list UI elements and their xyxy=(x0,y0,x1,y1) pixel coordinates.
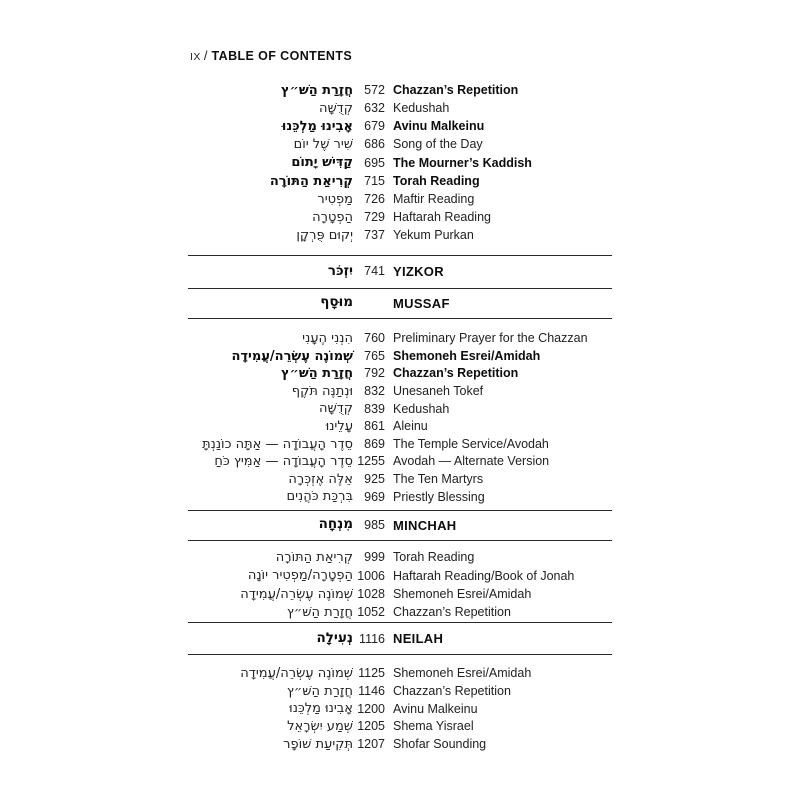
english-title: Chazzan’s Repetition xyxy=(393,605,511,620)
hebrew-title: חֲזָרַת הַשּׁ״ץ xyxy=(281,82,353,98)
page-header xyxy=(190,47,352,65)
english-title: Shemoneh Esrei/Amidah xyxy=(393,348,541,363)
english-title: Chazzan’s Repetition xyxy=(393,683,511,698)
hebrew-title: שְׁמוֹנֶה עֶשְׂרֵה/עֲמִידָה xyxy=(240,665,353,681)
toc-row xyxy=(188,400,612,418)
page-number-label: IX xyxy=(190,51,201,63)
toc-row xyxy=(188,190,612,208)
hebrew-title: אָבִינוּ מַלְכֵּנוּ xyxy=(289,701,353,717)
toc-row xyxy=(188,227,612,245)
hebrew-title: חֲזָרַת הַשּׁ״ץ xyxy=(286,604,353,620)
hebrew-title: אָבִינוּ מַלְכֵּנוּ xyxy=(281,118,353,134)
english-title: Shemoneh Esrei/Amidah xyxy=(393,666,532,681)
page-number: 715 xyxy=(364,173,385,188)
page-number: 1052 xyxy=(357,605,385,620)
toc-row xyxy=(188,682,612,700)
hebrew-title: סֵדֶר הָעֲבוֹדָה — אַתָּה כוֹנַנְתָּ xyxy=(202,436,353,452)
toc-row xyxy=(188,136,612,154)
page-number: 686 xyxy=(364,137,385,152)
english-title: The Temple Service/Avodah xyxy=(393,436,549,451)
english-title: Torah Reading xyxy=(393,173,480,188)
english-title: NEILAH xyxy=(393,631,444,647)
hebrew-title: קְרִיאַת הַתּוֹרָה xyxy=(269,173,353,189)
toc-row xyxy=(188,154,612,172)
page-number: 679 xyxy=(364,119,385,134)
page-number: 1116 xyxy=(359,631,385,646)
toc-section-row xyxy=(188,511,612,540)
page-number: 832 xyxy=(364,384,385,399)
page-number: 632 xyxy=(364,101,385,116)
toc-section-row xyxy=(188,289,612,318)
english-title: Haftarah Reading xyxy=(393,210,491,225)
english-title: The Ten Martyrs xyxy=(393,471,484,486)
hebrew-title: יִזְכֹּר xyxy=(327,262,353,279)
hebrew-title: שִׁיר שֶׁל יוֹם xyxy=(293,137,353,153)
page-number: 1146 xyxy=(358,683,385,698)
page-number: 741 xyxy=(364,264,385,279)
page-number: 726 xyxy=(364,191,385,206)
page-number: 729 xyxy=(364,210,385,225)
toc-row xyxy=(188,99,612,117)
english-title: Kedushah xyxy=(393,101,450,116)
hebrew-title: קַדִּישׁ יָתוֹם xyxy=(291,155,353,171)
toc-section-row xyxy=(188,256,612,288)
hebrew-title: עָלֵינוּ xyxy=(325,418,353,434)
page-number: 839 xyxy=(364,401,385,416)
toc-row xyxy=(188,603,612,621)
hebrew-title: יְקוּם פֻּרְקָן xyxy=(296,228,353,244)
page-number: 1006 xyxy=(357,568,385,583)
english-title: Song of the Day xyxy=(393,137,483,152)
toc-row xyxy=(188,453,612,471)
hebrew-title: קְדֻשָּׁה xyxy=(318,401,353,417)
toc-section-row xyxy=(188,623,612,654)
hebrew-title: מוּסָף xyxy=(320,294,353,311)
page-number: 1200 xyxy=(357,701,385,716)
table-of-contents xyxy=(188,81,612,753)
hebrew-title: שְׁמוֹנֶה עֶשְׂרֵה/עֲמִידָה xyxy=(231,348,353,364)
toc-row xyxy=(188,208,612,226)
toc-row xyxy=(188,172,612,190)
page-number: 760 xyxy=(364,331,385,346)
page-number: 925 xyxy=(364,471,385,486)
toc-row xyxy=(188,81,612,99)
hebrew-title: וּנְתַנֶּה תֹּקֶף xyxy=(291,383,353,399)
english-title: MUSSAF xyxy=(393,295,450,311)
english-title: Kedushah xyxy=(393,401,450,416)
section-divider xyxy=(188,540,612,541)
english-title: Shemoneh Esrei/Amidah xyxy=(393,586,532,601)
english-title: Avodah — Alternate Version xyxy=(393,454,550,469)
toc-row xyxy=(188,488,612,506)
header-separator: / xyxy=(203,48,208,63)
english-title: Avinu Malkeinu xyxy=(393,119,485,134)
toc-row xyxy=(188,718,612,736)
hebrew-title: חֲזָרַת הַשּׁ״ץ xyxy=(286,683,353,699)
page-number: 1028 xyxy=(357,586,385,601)
english-title: Haftarah Reading/Book of Jonah xyxy=(393,568,575,583)
english-title: Maftir Reading xyxy=(393,191,475,206)
english-title: Aleinu xyxy=(393,419,428,434)
english-title: Shofar Sounding xyxy=(393,737,487,752)
hebrew-title: קְדֻשָּׁה xyxy=(318,100,353,116)
hebrew-title: תְּקִיעַת שׁוֹפָר xyxy=(283,736,353,752)
page-number: 1125 xyxy=(358,666,385,681)
hebrew-title: נְעִילָה xyxy=(316,630,353,647)
english-title: Chazzan’s Repetition xyxy=(393,82,519,97)
english-title: MINCHAH xyxy=(393,517,457,533)
toc-row xyxy=(188,365,612,383)
toc-row xyxy=(188,382,612,400)
hebrew-title: אֵלֶּה אֶזְכְּרָה xyxy=(288,471,353,487)
page-number: 737 xyxy=(364,228,385,243)
toc-row xyxy=(188,585,612,603)
section-divider xyxy=(188,318,612,319)
hebrew-title: הַפְטָרָה/מַפְטִיר יוֹנָה xyxy=(247,568,353,584)
hebrew-title: בִּרְכַּת כֹּהֲנִים xyxy=(286,489,353,505)
toc-row xyxy=(188,435,612,453)
page-number: 765 xyxy=(364,348,385,363)
page-number: 792 xyxy=(364,366,385,381)
page-number: 1207 xyxy=(357,737,385,752)
page-number: 969 xyxy=(364,489,385,504)
english-title: Torah Reading xyxy=(393,550,475,565)
page-number: 1255 xyxy=(357,454,385,469)
page-number: 999 xyxy=(364,550,385,565)
hebrew-title: חֲזָרַת הַשּׁ״ץ xyxy=(281,366,353,382)
hebrew-title: שְׁמוֹנֶה עֶשְׂרֵה/עֲמִידָה xyxy=(240,586,353,602)
english-title: The Mourner’s Kaddish xyxy=(393,155,532,170)
english-title: Avinu Malkeinu xyxy=(393,701,478,716)
toc-row xyxy=(188,549,612,567)
toc-row xyxy=(188,664,612,682)
hebrew-title: הִנְנִי הֶעָנִי xyxy=(302,330,353,346)
page-number: 1205 xyxy=(357,719,385,734)
hebrew-title: מִנְחָה xyxy=(318,516,353,533)
section-divider xyxy=(188,654,612,655)
toc-row xyxy=(188,700,612,718)
toc-row xyxy=(188,347,612,365)
english-title: YIZKOR xyxy=(393,264,444,280)
toc-row xyxy=(188,418,612,436)
english-title: Priestly Blessing xyxy=(393,489,485,504)
english-title: Preliminary Prayer for the Chazzan xyxy=(393,331,588,346)
hebrew-title: הַפְטָרָה xyxy=(312,209,353,225)
toc-row xyxy=(188,470,612,488)
english-title: Yekum Purkan xyxy=(393,228,474,243)
english-title: Chazzan’s Repetition xyxy=(393,366,519,381)
hebrew-title: מַפְטִיר xyxy=(317,191,353,207)
english-title: Unesaneh Tokef xyxy=(393,384,484,399)
page-number: 861 xyxy=(364,419,385,434)
page-number: 869 xyxy=(364,436,385,451)
toc-row xyxy=(188,567,612,585)
hebrew-title: סֵדֶר הָעֲבוֹדָה — אַמִּיץ כֹּחַ xyxy=(214,454,353,470)
hebrew-title: שְׁמַע יִשְׂרָאֵל xyxy=(287,719,353,735)
page-number: 985 xyxy=(364,517,385,532)
page-number: 695 xyxy=(364,155,385,170)
english-title: Shema Yisrael xyxy=(393,719,474,734)
page-title: TABLE OF CONTENTS xyxy=(211,49,353,63)
hebrew-title: קְרִיאַת הַתּוֹרָה xyxy=(275,550,353,566)
toc-row xyxy=(188,736,612,754)
page-number: 572 xyxy=(364,82,385,97)
toc-row xyxy=(188,117,612,135)
toc-row xyxy=(188,330,612,348)
